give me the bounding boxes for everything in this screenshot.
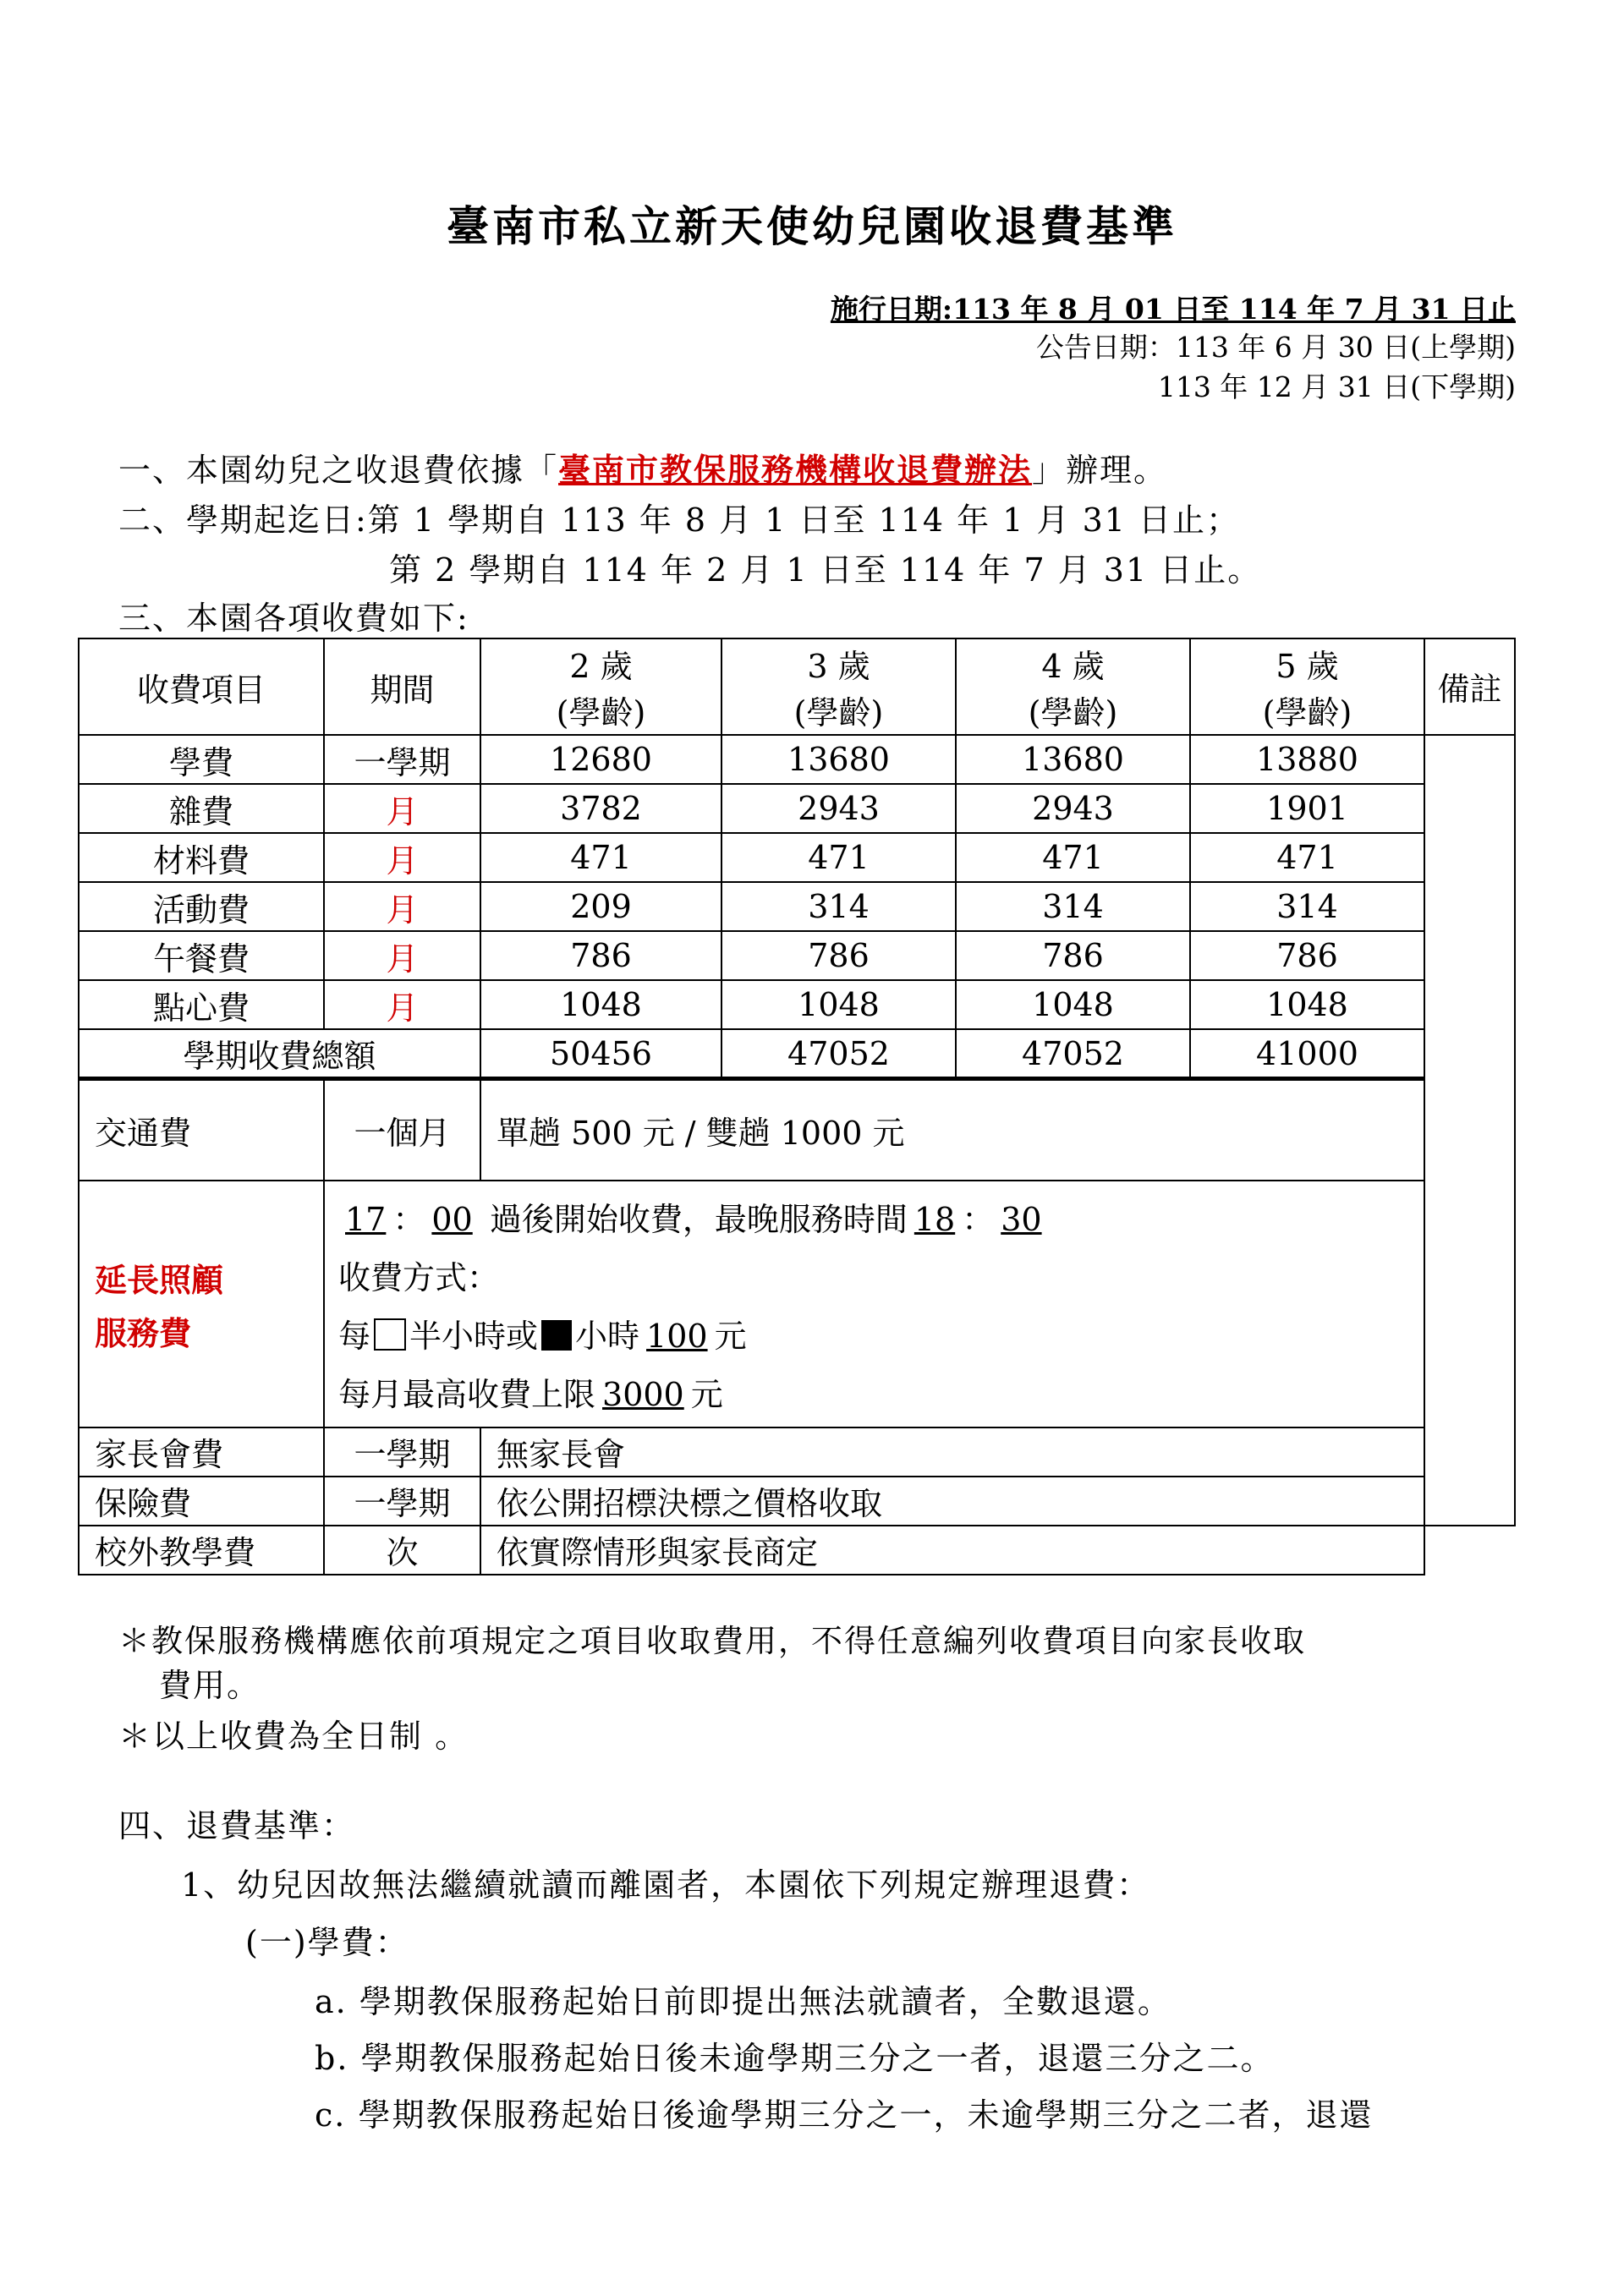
row-item: 材料費: [79, 833, 324, 882]
total-age-3: 47052: [721, 1029, 956, 1079]
section-4-item-1: 1、幼兒因故無法繼續就讀而離園者，本園依下列規定辦理退費：: [181, 1866, 1151, 1904]
row-value-age-5: 13880: [1190, 735, 1424, 784]
row-item: 午餐費: [79, 931, 324, 980]
document-title: 臺南市私立新天使幼兒園收退費基準: [447, 201, 1177, 251]
row-value-age-2: 12680: [480, 735, 721, 784]
header-period: 期間: [324, 638, 480, 735]
row-item: 活動費: [79, 882, 324, 931]
outing-row: [79, 1526, 1515, 1575]
table-row: [79, 833, 1515, 882]
row-value-age-3: 314: [721, 882, 956, 931]
row-period: 月: [324, 833, 480, 882]
insurance-row: [79, 1477, 1515, 1526]
section-4-heading: 四、退費基準：: [118, 1807, 356, 1844]
row-period: 月: [324, 882, 480, 931]
row-value-age-3: 786: [721, 931, 956, 980]
row-value-age-4: 314: [956, 882, 1190, 931]
extended-care-detail: [324, 1181, 1424, 1427]
row-value-age-3: 2943: [721, 784, 956, 833]
half-hour-checkbox-icon: [374, 1318, 406, 1351]
row-period: 一學期: [324, 735, 480, 784]
outing-period: 次: [324, 1526, 480, 1575]
row-value-age-4: 786: [956, 931, 1190, 980]
extended-care-method: 收費方式：: [338, 1258, 500, 1296]
row-value-age-5: 314: [1190, 882, 1424, 931]
section-2-line-2: 第 2 學期自 114 年 2 月 1 日至 114 年 7 月 31 日止。: [389, 551, 1262, 589]
fee-table: [78, 638, 1516, 1575]
header-age-3: 3 歲 (學齡): [721, 638, 956, 735]
total-age-5: 41000: [1190, 1029, 1424, 1079]
parent-fee-period: 一學期: [324, 1427, 480, 1477]
row-period: 月: [324, 931, 480, 980]
section-1-suffix: 」辦理。: [1032, 452, 1168, 489]
row-value-age-3: 471: [721, 833, 956, 882]
row-value-age-5: 786: [1190, 931, 1424, 980]
note-2: ＊以上收費為全日制 。: [118, 1718, 469, 1755]
hour-checkbox-checked-icon: [541, 1320, 572, 1351]
row-period: 月: [324, 980, 480, 1029]
table-row: [79, 931, 1515, 980]
note-cell: [1424, 735, 1515, 1526]
row-value-age-4: 2943: [956, 784, 1190, 833]
insurance-item: 保險費: [79, 1477, 324, 1526]
row-value-age-2: 786: [480, 931, 721, 980]
row-value-age-5: 1901: [1190, 784, 1424, 833]
parent-fee-item: 家長會費: [79, 1427, 324, 1477]
refund-rule-b: b. 學期教保服務起始日後未逾學期三分之一者，退還三分之二。: [315, 2040, 1275, 2077]
table-row: [79, 735, 1515, 784]
total-age-4: 47052: [956, 1029, 1190, 1079]
row-value-age-5: 471: [1190, 833, 1424, 882]
table-row: [79, 882, 1515, 931]
table-header-row: [79, 638, 1515, 735]
total-row: [79, 1029, 1515, 1079]
row-value-age-4: 13680: [956, 735, 1190, 784]
parent-fee-row: [79, 1427, 1515, 1477]
refund-rule-a: a. 學期教保服務起始日前即提出無法就讀者，全數退還。: [315, 1983, 1171, 2020]
table-row: [79, 784, 1515, 833]
row-item: 點心費: [79, 980, 324, 1029]
header-age-2: 2 歲 (學齡): [480, 638, 721, 735]
total-age-2: 50456: [480, 1029, 721, 1079]
insurance-period: 一學期: [324, 1477, 480, 1526]
note-1-line-2: 費用。: [159, 1667, 261, 1704]
extended-care-hours: 17 ： 00 過後開始收費，最晚服務時間 18 ： 30: [345, 1200, 1042, 1238]
transport-row: [79, 1079, 1515, 1181]
row-period: 月: [324, 784, 480, 833]
extended-care-rate: 每 半小時或 小時 100 元: [338, 1317, 747, 1355]
total-label: 學期收費總額: [79, 1029, 480, 1079]
outing-item: 校外教學費: [79, 1526, 324, 1575]
extended-care-cap: 每月最高收費上限 3000 元: [338, 1375, 723, 1413]
row-value-age-2: 3782: [480, 784, 721, 833]
extended-care-label: 延長照顧 服務費: [79, 1181, 324, 1427]
note-1-line-1: ＊教保服務機構應依前項規定之項目收取費用，不得任意編列收費項目向家長收取: [118, 1623, 1306, 1659]
announce-date-2: 113 年 12 月 31 日(下學期): [1157, 370, 1516, 403]
section-1: [118, 444, 1167, 490]
announce-date-1: 公告日期：113 年 6 月 30 日(上學期): [1035, 331, 1516, 364]
header-item: 收費項目: [79, 638, 324, 735]
row-item: 雜費: [79, 784, 324, 833]
row-value-age-2: 1048: [480, 980, 721, 1029]
refund-rule-c: c. 學期教保服務起始日後逾學期三分之一，未逾學期三分之二者，退還: [315, 2096, 1374, 2134]
regulation-name: 臺南市教保服務機構收退費辦法: [558, 451, 1033, 489]
section-3-heading: 三、本園各項收費如下:: [118, 600, 469, 637]
header-note: 備註: [1424, 638, 1515, 735]
insurance-desc: 依公開招標決標之價格收取: [480, 1477, 1424, 1526]
row-value-age-2: 209: [480, 882, 721, 931]
row-value-age-3: 13680: [721, 735, 956, 784]
transport-item: 交通費: [79, 1079, 324, 1181]
effective-date: 施行日期:113 年 8 月 01 日至 114 年 7 月 31 日止: [830, 293, 1516, 326]
header-age-4: 4 歲 (學齡): [956, 638, 1190, 735]
row-value-age-4: 471: [956, 833, 1190, 882]
row-item: 學費: [79, 735, 324, 784]
row-value-age-4: 1048: [956, 980, 1190, 1029]
parent-fee-desc: 無家長會: [480, 1427, 1424, 1477]
transport-period: 一個月: [324, 1079, 480, 1181]
table-row: [79, 980, 1515, 1029]
section-2-line-1: 二、學期起迄日:第 1 學期自 113 年 8 月 1 日至 114 年 1 月 31 日止；: [118, 501, 1241, 539]
extended-care-row: [79, 1181, 1515, 1427]
outing-desc: 依實際情形與家長商定: [480, 1526, 1424, 1575]
section-1-prefix: 一、本園幼兒之收退費依據「: [118, 452, 559, 489]
header-age-5: 5 歲 (學齡): [1190, 638, 1424, 735]
transport-desc: 單趟 500 元 / 雙趟 1000 元: [480, 1079, 1424, 1181]
row-value-age-5: 1048: [1190, 980, 1424, 1029]
section-4-tuition: (一)學費：: [245, 1924, 409, 1961]
row-value-age-3: 1048: [721, 980, 956, 1029]
row-value-age-2: 471: [480, 833, 721, 882]
